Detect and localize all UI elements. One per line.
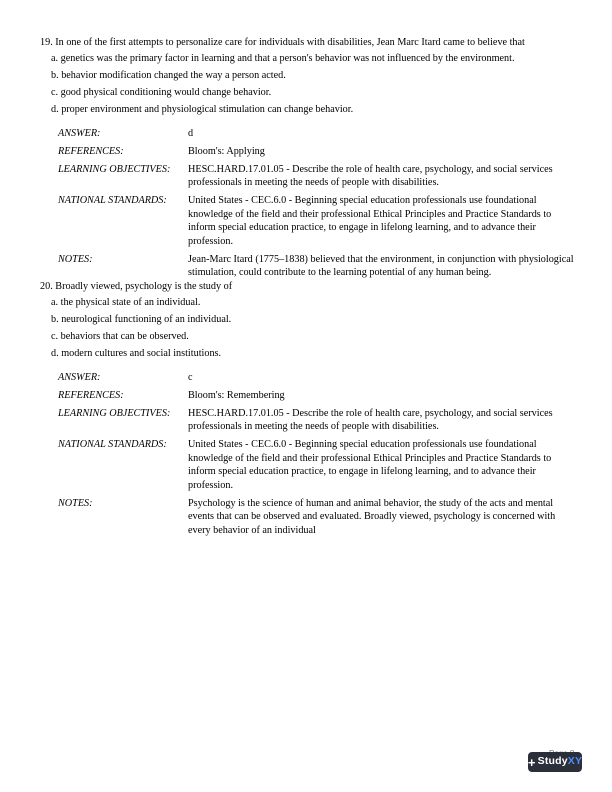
national-standards-label: NATIONAL STANDARDS:: [58, 439, 167, 451]
option-a: a. genetics was the primary factor in learning and that a person's behavior was not influenced by the environment.: [51, 53, 515, 65]
answer-label: ANSWER:: [58, 128, 101, 140]
answer-value: d: [188, 128, 194, 140]
answer-label: ANSWER:: [58, 372, 101, 384]
option-a: a. the physical state of an individual.: [51, 297, 201, 309]
notes-value: Jean-Marc Itard (1775–1838) believed that the environment, in conjunction with physiological stimulation, could contribute to the learning potential of any human being.: [188, 253, 574, 279]
option-b: b. behavior modification changed the way a person acted.: [51, 69, 286, 81]
references-value: Bloom's: Applying: [188, 145, 265, 157]
national-standards-row: [58, 194, 580, 248]
learning-objectives-value: HESC.HARD.17.01.05 - Describe the role of health care, psychology, and social services professionals in meeting the needs of people with disabilities.: [188, 163, 553, 189]
national-standards-label: NATIONAL STANDARDS:: [58, 195, 167, 207]
national-standards-row: [58, 438, 580, 492]
question-20: [40, 280, 580, 542]
logo-text-prefix: Study: [537, 755, 568, 768]
plus-icon: +: [527, 754, 536, 770]
answer-row: [58, 371, 580, 385]
notes-value: Psychology is the science of human and animal behavior, the study of the acts and mental events that can be observed and evaluated. Broadly viewed, psychology is concerned with every behavior of an individual: [188, 497, 556, 536]
answer-options: [51, 52, 580, 116]
notes-label: NOTES:: [58, 253, 93, 265]
learning-objectives-label: LEARNING OBJECTIVES:: [58, 163, 171, 175]
references-label: REFERENCES:: [58, 145, 124, 157]
question-text: In one of the first attempts to personalize care for individuals with disabilities, Jean Marc Itard came to believe that: [55, 37, 525, 48]
question-text: Broadly viewed, psychology is the study of: [55, 281, 233, 292]
learning-objectives-value: HESC.HARD.17.01.05 - Describe the role of health care, psychology, and social services professionals in meeting the needs of people with disabilities.: [188, 407, 553, 433]
question-stem: [40, 36, 580, 50]
learning-objectives-label: LEARNING OBJECTIVES:: [58, 407, 171, 419]
notes-row: [58, 253, 580, 280]
references-label: REFERENCES:: [58, 389, 124, 401]
option-c: c. good physical conditioning would change behavior.: [51, 86, 272, 98]
answer-row: [58, 127, 580, 141]
question-number: 19.: [40, 37, 53, 48]
references-value: Bloom's: Remembering: [188, 389, 285, 401]
answer-value: c: [188, 372, 193, 384]
question-19: [40, 36, 580, 284]
studyxy-logo: [528, 752, 582, 772]
national-standards-value: United States - CEC.6.0 - Beginning special education professionals use foundational knowledge of the field and their professional Ethical Principles and Practice Standards to inform special education practice, to engage in lifelong learning, and to advance their profession.: [188, 439, 552, 491]
references-row: [58, 389, 580, 403]
option-d: d. proper environment and physiological stimulation can change behavior.: [51, 103, 354, 115]
question-metadata: [58, 371, 580, 537]
answer-options: [51, 296, 580, 360]
learning-objectives-row: [58, 407, 580, 434]
question-metadata: [58, 127, 580, 280]
learning-objectives-row: [58, 163, 580, 190]
question-stem: [40, 280, 580, 294]
option-c: c. behaviors that can be observed.: [51, 330, 189, 342]
option-d: d. modern cultures and social institutions.: [51, 347, 222, 359]
notes-row: [58, 497, 580, 538]
option-b: b. neurological functioning of an individual.: [51, 313, 232, 325]
notes-label: NOTES:: [58, 497, 93, 509]
national-standards-value: United States - CEC.6.0 - Beginning special education professionals use foundational knowledge of the field and their professional Ethical Principles and Practice Standards to inform special education practice, to engage in lifelong learning, and to advance their profession.: [188, 195, 552, 247]
references-row: [58, 145, 580, 159]
question-number: 20.: [40, 281, 53, 292]
logo-text-suffix: XY: [567, 755, 583, 768]
